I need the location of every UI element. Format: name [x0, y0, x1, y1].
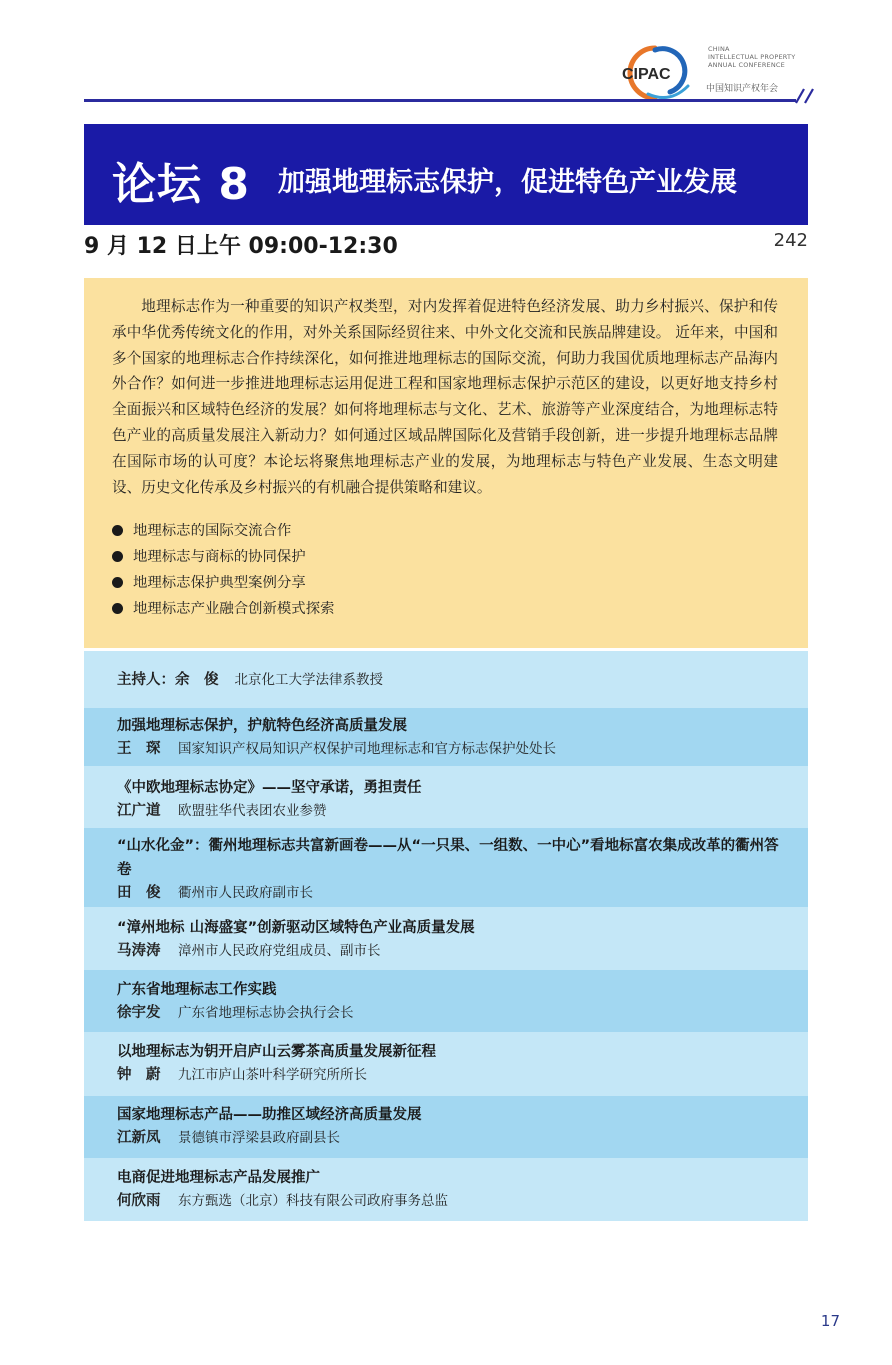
- speaker-name: 江广道: [117, 803, 161, 819]
- talk-title: 加强地理标志保护，护航特色经济高质量发展: [117, 718, 407, 734]
- bullet-dot-icon: [112, 577, 123, 588]
- logo-english: CHINA INTELLECTUAL PROPERTY ANNUAL CONFERENCE: [708, 45, 796, 69]
- talk-title: 《中欧地理标志协定》——坚守承诺，勇担责任: [117, 780, 422, 796]
- session-datetime: 9 月 12 日上午 09:00-12:30: [84, 234, 398, 259]
- speaker-name: 王 琛: [117, 741, 161, 757]
- speaker-name: 马涛涛: [117, 943, 161, 959]
- agenda-row: [84, 766, 808, 828]
- speaker-affiliation: 东方甄选（北京）科技有限公司政府事务总监: [178, 1193, 448, 1209]
- talk-title: 电商促进地理标志产品发展推广: [117, 1170, 320, 1186]
- speaker-name: 徐宇发: [117, 1005, 161, 1021]
- intro-box: [84, 278, 808, 648]
- intro-paragraph: 地理标志作为一种重要的知识产权类型，对内发挥着促进特色经济发展、助力乡村振兴、保护和传承中华优秀传统文化的作用，对外关系国际经贸往来、中外文化交流和民族品牌建设。 近年来，中国和多个国家的地理标志合作持续深化，如何推进地理标志的国际交流，何助力我国优质地理标志产品海内外合作？如何进一步推进地理标志运用促进工程和国家地理标志保护示范区的建设，以更好地支持乡村全面振兴和区域特色经济的发展？如何将地理标志与文化、艺术、旅游等产业深度结合，为地理标志特色产业的高质量发展注入新动力？如何通过区域品牌国际化及营销手段创新，进一步提升地理标志品牌在国际市场的认可度？本论坛将聚焦地理标志产业的发展，为地理标志与特色产业发展、生态文明建设、历史文化传承及乡村振兴的有机融合提供策略和建议。: [112, 298, 778, 496]
- topic-item: 地理标志保护典型案例分享: [112, 570, 778, 596]
- talk-title: 国家地理标志产品——助推区域经济高质量发展: [117, 1107, 422, 1123]
- agenda-row: [84, 708, 808, 766]
- speaker-affiliation: 景德镇市浮梁县政府副县长: [178, 1130, 340, 1146]
- header-rule: [84, 99, 796, 102]
- talk-title: 以地理标志为钥开启庐山云雾茶高质量发展新征程: [117, 1044, 436, 1060]
- speaker-name: 江新凤: [117, 1130, 161, 1146]
- topic-list: [112, 518, 778, 622]
- agenda-row: [84, 1096, 808, 1158]
- speaker-affiliation: 欧盟驻华代表团农业参赞: [178, 803, 327, 819]
- topic-item: 地理标志与商标的协同保护: [112, 544, 778, 570]
- host-name: 余 俊: [175, 672, 219, 688]
- bullet-dot-icon: [112, 525, 123, 536]
- agenda-row: [84, 828, 808, 907]
- host-label: 主持人：: [117, 672, 175, 688]
- bullet-dot-icon: [112, 603, 123, 614]
- speaker-name: 钟 蔚: [117, 1067, 161, 1083]
- bullet-dot-icon: [112, 551, 123, 562]
- session-room: 242: [773, 230, 808, 251]
- page-number: 17: [820, 1312, 840, 1330]
- logo-mark: CIPAC: [622, 66, 671, 83]
- forum-number: 论坛 8: [112, 159, 250, 210]
- agenda-row: [84, 970, 808, 1032]
- speaker-affiliation: 广东省地理标志协会执行会长: [178, 1005, 354, 1021]
- topic-item: 地理标志的国际交流合作: [112, 518, 778, 544]
- speaker-affiliation: 国家知识产权局知识产权保护司地理标志和官方标志保护处处长: [178, 741, 556, 757]
- agenda-row: [84, 1158, 808, 1221]
- logo-chinese: 中国知识产权年会: [706, 84, 779, 94]
- agenda: [84, 651, 808, 1221]
- forum-title: 加强地理标志保护，促进特色产业发展: [278, 167, 737, 198]
- cipac-logo: [608, 44, 703, 102]
- slash-decoration-icon: [794, 88, 816, 104]
- speaker-affiliation: 衢州市人民政府副市长: [178, 885, 313, 901]
- host-title: 北京化工大学法律系教授: [234, 672, 383, 688]
- topic-item: 地理标志产业融合创新模式探索: [112, 596, 778, 622]
- host-row: [84, 651, 808, 708]
- agenda-row: [84, 907, 808, 970]
- talk-title: 广东省地理标志工作实践: [117, 982, 277, 998]
- talk-title: “山水化金”：衢州地理标志共富新画卷——从“一只果、一组数、一中心”看地标富农集成改革的衢州答卷: [117, 838, 779, 878]
- speaker-name: 何欣雨: [117, 1193, 161, 1209]
- speaker-name: 田 俊: [117, 885, 161, 901]
- speaker-affiliation: 漳州市人民政府党组成员、副市长: [178, 943, 381, 959]
- agenda-row: [84, 1032, 808, 1096]
- talk-title: “漳州地标 山海盛宴”创新驱动区域特色产业高质量发展: [117, 920, 475, 936]
- speaker-affiliation: 九江市庐山茶叶科学研究所所长: [178, 1067, 367, 1083]
